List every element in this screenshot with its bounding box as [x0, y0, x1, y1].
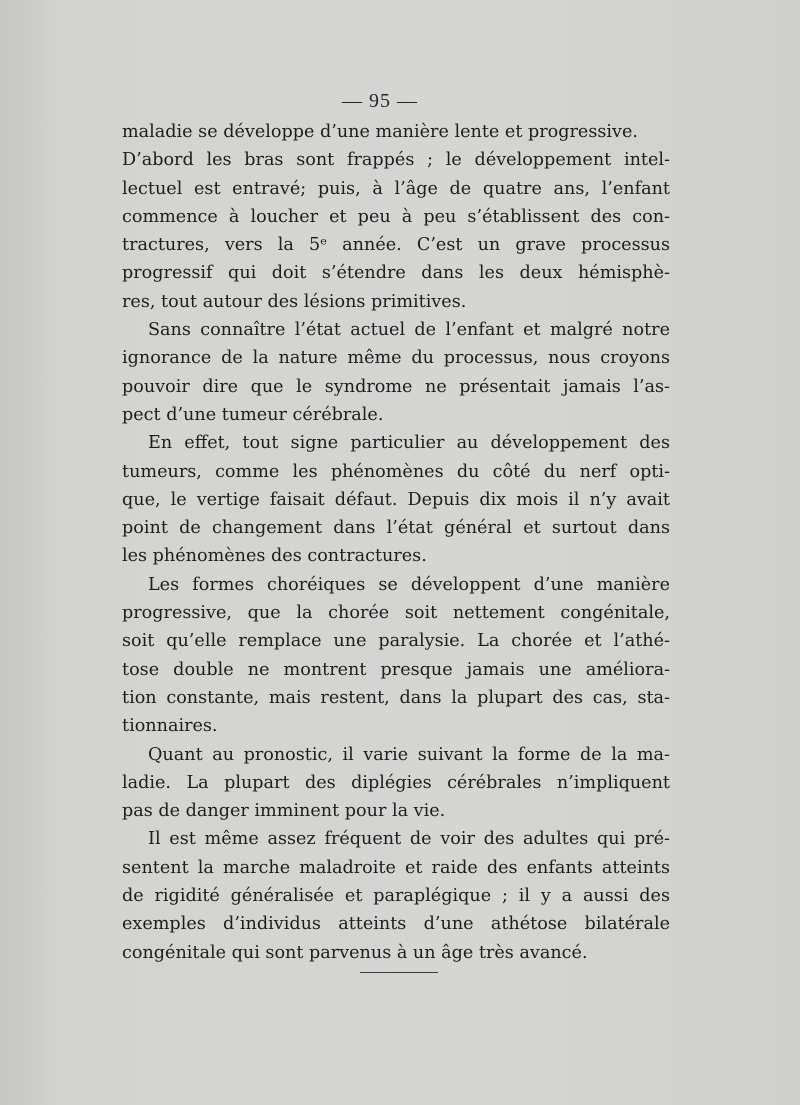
- text-line: point de changement dans l’état général et surtout dans: [122, 518, 670, 539]
- text-line: maladie se développe d’une manière lente et progressive.: [122, 122, 638, 142]
- text-line: Sans connaître l’état actuel de l’enfant et malgré notre: [148, 320, 670, 341]
- text-line: Il est même assez fréquent de voir des adultes qui pré-: [148, 829, 670, 850]
- text-line: congénitale qui sont parvenus à un âge très avancé.: [122, 942, 588, 963]
- text-line: que, le vertige faisait défaut. Depuis dix mois il n’y avait: [122, 489, 670, 510]
- text-line: sentent la marche maladroite et raide des enfants atteints: [122, 857, 670, 878]
- text-line: de rigidité généralisée et paraplégique ; il y a aussi des: [122, 886, 670, 907]
- text-line: Les formes choréiques se développent d’une manière: [148, 574, 670, 595]
- page-number: — 95 —: [342, 90, 418, 112]
- text-line: tumeurs, comme les phénomènes du côté du nerf opti-: [122, 461, 670, 482]
- text-line: pect d’une tumeur cérébrale.: [122, 404, 384, 425]
- text-line: tionnaires.: [122, 716, 218, 737]
- text-line: ladie. La plupart des diplégies cérébrales n’impliquent: [122, 772, 670, 793]
- text-line: tractures, vers la 5ᵉ année. C’est un grave processus: [122, 235, 670, 256]
- text-line: En effet, tout signe particulier au développement des: [148, 433, 670, 454]
- text-line: tose double ne montrent presque jamais une améliora-: [122, 659, 670, 680]
- text-line: D’abord les bras sont frappés ; le développement intel-: [122, 150, 670, 171]
- text-line: progressif qui doit s’étendre dans les deux hémisphè-: [122, 263, 670, 284]
- text-line: res, tout autour des lésions primitives.: [122, 291, 467, 312]
- text-line: les phénomènes des contractures.: [122, 546, 427, 567]
- text-line: ignorance de la nature même du processus, nous croyons: [122, 348, 670, 369]
- text-line: tion constante, mais restent, dans la plupart des cas, sta-: [122, 687, 670, 708]
- text-line: commence à loucher et peu à peu s’établissent des con-: [122, 206, 670, 227]
- text-line: pouvoir dire que le syndrome ne présentait jamais l’as-: [122, 376, 670, 397]
- text-line: exemples d’individus atteints d’une athétose bilatérale: [122, 914, 670, 935]
- body-text: [122, 118, 670, 967]
- text-line: progressive, que la chorée soit nettement congénitale,: [122, 603, 670, 624]
- text-line: soit qu’elle remplace une paralysie. La chorée et l’athé-: [122, 631, 670, 652]
- text-line: lectuel est entravé; puis, à l’âge de quatre ans, l’enfant: [122, 178, 670, 199]
- end-rule: [360, 972, 438, 973]
- text-line: Quant au pronostic, il varie suivant la forme de la ma-: [148, 744, 670, 765]
- text-line: pas de danger imminent pour la vie.: [122, 801, 446, 822]
